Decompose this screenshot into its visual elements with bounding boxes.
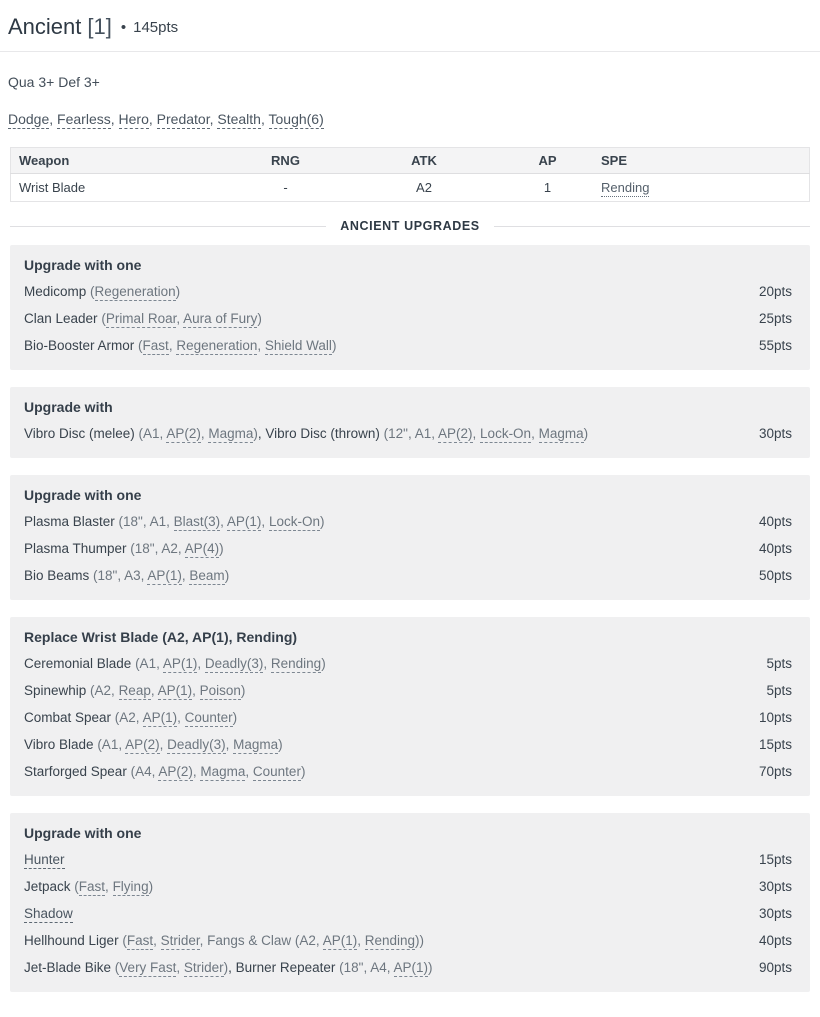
rule-link[interactable]: AP(2)	[125, 737, 160, 752]
upgrade-section-title: Replace Wrist Blade (A2, AP(1), Rending)	[24, 629, 298, 645]
text-segment: (	[122, 933, 127, 948]
upgrade-option-label	[24, 283, 745, 301]
rule-link[interactable]: Shield Wall	[264, 338, 332, 353]
text-segment: ,	[153, 933, 161, 948]
weapon-spe-cell	[593, 174, 810, 202]
upgrade-option-label	[24, 655, 752, 673]
unit-points: 145pts	[133, 19, 179, 36]
upgrade-option[interactable]	[24, 705, 792, 732]
upgrade-option-label	[24, 567, 745, 585]
upgrade-option-label	[24, 851, 745, 869]
rule-link[interactable]: Hunter	[24, 852, 65, 867]
rule-link[interactable]: Very Fast	[119, 960, 177, 975]
text-segment: Plasma Blaster	[24, 514, 119, 529]
text-segment: ,	[200, 426, 209, 441]
rule-link[interactable]: AP(2)	[166, 426, 201, 441]
text-segment: (	[101, 311, 106, 326]
rule-link[interactable]: Counter	[252, 764, 301, 779]
upgrade-section	[10, 475, 810, 600]
upgrade-option[interactable]	[24, 421, 792, 448]
weapon-cell: 1	[502, 174, 593, 202]
upgrade-option[interactable]	[24, 651, 792, 678]
text-segment: Vibro Blade	[24, 737, 98, 752]
upgrade-option[interactable]	[24, 333, 792, 360]
text-segment: ,	[225, 737, 234, 752]
weapon-row	[11, 174, 810, 202]
upgrade-sections	[0, 245, 820, 992]
text-segment: Spinewhip	[24, 683, 91, 698]
rule-link[interactable]: Magma	[233, 737, 279, 752]
rule-link[interactable]: AP(1)	[322, 933, 358, 948]
weapon-column-header: SPE	[593, 148, 810, 174]
bullet-separator: •	[120, 19, 127, 36]
text-segment: , Fangs & Claw (A2,	[199, 933, 323, 948]
option-points: 25pts	[758, 311, 792, 326]
weapon-rule-link[interactable]: Rending	[601, 180, 650, 195]
weapon-table-header-row	[11, 148, 810, 174]
rule-link[interactable]: AP(1)	[147, 568, 182, 583]
upgrades-divider	[10, 219, 810, 233]
text-segment: )	[148, 879, 154, 894]
rule-link[interactable]: Strider	[183, 960, 224, 975]
rule-link[interactable]: Lock-On	[268, 514, 320, 529]
upgrade-option[interactable]	[24, 536, 792, 563]
upgrade-option[interactable]	[24, 732, 792, 759]
option-points: 5pts	[766, 683, 792, 698]
option-points: 40pts	[758, 933, 792, 948]
special-rule-link[interactable]: Stealth	[217, 111, 261, 127]
text-segment: )	[219, 541, 224, 556]
option-points: 70pts	[758, 764, 792, 779]
rule-link[interactable]: Fast	[126, 933, 154, 948]
text-segment: (18", A3,	[93, 568, 148, 583]
special-rule-link[interactable]: Fearless	[57, 111, 111, 127]
upgrade-option[interactable]	[24, 955, 792, 982]
upgrade-section	[10, 387, 810, 458]
text-segment: (A1,	[135, 656, 163, 671]
option-points: 15pts	[758, 852, 792, 867]
weapon-cell: -	[225, 174, 346, 202]
text-segment: )	[300, 764, 306, 779]
special-rules: Dodge, Fearless, Hero, Predator, Stealth, Tough(6)	[8, 111, 324, 127]
text-segment: ))	[415, 933, 425, 948]
upgrade-option[interactable]	[24, 509, 792, 536]
rule-link[interactable]: AP(1)	[162, 656, 198, 671]
text-segment: )	[331, 338, 337, 353]
text-segment: )	[583, 426, 589, 441]
text-segment: (18", A1,	[118, 514, 174, 529]
weapon-cell: A2	[346, 174, 502, 202]
option-points: 50pts	[758, 568, 792, 583]
text-segment: (A4,	[130, 764, 159, 779]
text-segment: (A2,	[90, 683, 119, 698]
text-segment: )	[175, 284, 181, 299]
rule-link[interactable]: Regeneration	[94, 284, 176, 299]
upgrade-option-label	[24, 513, 745, 531]
special-rule-link[interactable]: Tough(6)	[268, 111, 324, 127]
rule-link[interactable]: Beam	[189, 568, 225, 583]
rule-link[interactable]: Deadly(3)	[204, 656, 264, 671]
text-segment: )	[428, 960, 433, 975]
text-segment: ,	[177, 710, 185, 725]
upgrade-option-label	[24, 763, 745, 781]
upgrade-option[interactable]	[24, 901, 792, 928]
upgrade-option[interactable]	[24, 928, 792, 955]
text-segment: ,	[472, 426, 481, 441]
text-segment: )	[319, 514, 325, 529]
text-segment: , Burner Repeater	[228, 960, 340, 975]
option-points: 20pts	[758, 284, 792, 299]
text-segment: (12", A1,	[383, 426, 439, 441]
text-segment: Vibro Disc (thrown)	[265, 426, 384, 441]
upgrades-header: ANCIENT UPGRADES	[340, 219, 480, 233]
text-segment: )	[321, 656, 326, 671]
rule-link[interactable]: Blast(3)	[173, 514, 221, 529]
rule-link[interactable]: Fast	[78, 879, 106, 894]
upgrade-option-label	[24, 959, 745, 977]
text-segment: ,	[176, 960, 184, 975]
rule-link[interactable]: Magma	[538, 426, 584, 441]
rule-link[interactable]: Magma	[200, 764, 246, 779]
text-segment: Starforged Spear	[24, 764, 131, 779]
divider-line-left	[10, 226, 326, 227]
rule-link[interactable]: AP(2)	[438, 426, 473, 441]
upgrade-option-label	[24, 682, 752, 700]
text-segment: ,	[192, 764, 201, 779]
text-segment: Clan Leader	[24, 311, 102, 326]
upgrade-option-label	[24, 736, 745, 754]
text-segment: (	[114, 960, 120, 975]
weapon-column-header: RNG	[225, 148, 346, 174]
text-segment: ,	[531, 426, 539, 441]
text-segment: ,	[357, 933, 365, 948]
rule-link[interactable]: AP(1)	[226, 514, 262, 529]
text-segment: Bio-Booster Armor	[24, 338, 139, 353]
upgrade-option[interactable]	[24, 563, 792, 590]
upgrade-option[interactable]	[24, 678, 792, 705]
text-segment: (A1,	[138, 426, 167, 441]
divider-line-right	[494, 226, 810, 227]
unit-stats: Qua 3+ Def 3+	[8, 74, 100, 90]
upgrade-section-title: Upgrade with one	[24, 257, 142, 273]
upgrade-section	[10, 813, 810, 992]
rule-link[interactable]: Rending	[270, 656, 322, 671]
upgrade-option-label	[24, 878, 745, 896]
option-points: 15pts	[758, 737, 792, 752]
text-segment: Medicomp	[24, 284, 91, 299]
upgrade-section	[10, 617, 810, 796]
text-segment: )	[278, 737, 283, 752]
upgrade-option-label	[24, 425, 745, 443]
text-segment: Jetpack	[24, 879, 75, 894]
rule-link[interactable]: Flying	[112, 879, 149, 894]
text-segment: )	[224, 568, 230, 583]
rule-link[interactable]: Counter	[184, 710, 233, 725]
text-segment: )	[232, 710, 238, 725]
rule-link[interactable]: Poison	[199, 683, 241, 698]
weapon-cell: Wrist Blade	[11, 174, 226, 202]
rule-link[interactable]: Lock-On	[480, 426, 532, 441]
text-segment: Ceremonial Blade	[24, 656, 136, 671]
upgrade-option-label	[24, 905, 745, 923]
upgrade-section	[10, 245, 810, 370]
text-segment: ,	[181, 568, 190, 583]
rule-link[interactable]: Primal Roar	[105, 311, 177, 326]
text-segment: ,	[263, 656, 271, 671]
rule-link[interactable]: AP(2)	[158, 764, 193, 779]
upgrade-option-label	[24, 540, 745, 558]
text-segment: (A1,	[97, 737, 126, 752]
upgrade-option[interactable]	[24, 759, 792, 786]
text-segment: ,	[168, 338, 177, 353]
option-points: 90pts	[758, 960, 792, 975]
text-segment: ,	[105, 879, 113, 894]
text-segment: )	[240, 683, 246, 698]
weapon-table-body	[11, 174, 810, 202]
rule-link[interactable]: Shadow	[24, 906, 73, 921]
rule-link[interactable]: Rending	[364, 933, 416, 948]
weapon-table	[10, 147, 810, 202]
text-segment: ,	[159, 737, 168, 752]
text-segment: Jet-Blade Bike	[24, 960, 115, 975]
text-segment: ,	[261, 514, 269, 529]
upgrade-section-title: Upgrade with one	[24, 487, 142, 503]
upgrade-option[interactable]	[24, 847, 792, 874]
text-segment: ,	[245, 764, 253, 779]
rule-link[interactable]: AP(4)	[184, 541, 220, 556]
text-segment: (	[90, 284, 95, 299]
text-segment: ,	[176, 311, 184, 326]
text-segment: (18", A2,	[130, 541, 185, 556]
rule-link[interactable]: Regeneration	[176, 338, 258, 353]
option-points: 10pts	[758, 710, 792, 725]
special-rule-link[interactable]: Predator	[156, 111, 210, 127]
option-points: 30pts	[758, 879, 792, 894]
text-segment: (A2,	[114, 710, 143, 725]
upgrade-option-label	[24, 932, 745, 950]
text-segment: Hellhound Liger	[24, 933, 123, 948]
option-points: 40pts	[758, 514, 792, 529]
upgrade-option-label	[24, 310, 745, 328]
weapon-column-header: AP	[502, 148, 593, 174]
rule-link[interactable]: AP(1)	[142, 710, 178, 725]
text-segment: )	[257, 311, 262, 326]
upgrade-option[interactable]	[24, 306, 792, 333]
rule-link[interactable]: AP(1)	[393, 960, 429, 975]
text-segment: Combat Spear	[24, 710, 115, 725]
text-segment: ,	[197, 656, 205, 671]
text-segment: Bio Beams	[24, 568, 94, 583]
upgrade-section-title: Upgrade with	[24, 399, 113, 415]
rule-link[interactable]: Aura of Fury	[183, 311, 258, 326]
unit-count: [1]	[87, 14, 112, 39]
upgrade-section-title: Upgrade with one	[24, 825, 142, 841]
text-segment: Plasma Thumper	[24, 541, 131, 556]
text-segment: (	[138, 338, 143, 353]
option-points: 55pts	[758, 338, 792, 353]
text-segment: Vibro Disc (melee)	[24, 426, 139, 441]
rule-link[interactable]: Deadly(3)	[167, 737, 226, 752]
rule-link[interactable]: AP(1)	[157, 683, 193, 698]
text-segment: ,	[257, 426, 266, 441]
upgrade-option-label	[24, 709, 745, 727]
option-points: 40pts	[758, 541, 792, 556]
text-segment: )	[223, 960, 229, 975]
text-segment: )	[253, 426, 258, 441]
rule-link[interactable]: Strider	[160, 933, 200, 948]
option-points: 5pts	[766, 656, 792, 671]
unit-title-row	[0, 0, 820, 51]
rule-link[interactable]: Magma	[208, 426, 254, 441]
rule-link[interactable]: Reap	[118, 683, 151, 698]
text-segment: ,	[150, 683, 158, 698]
text-segment: ,	[192, 683, 200, 698]
weapon-column-header: Weapon	[11, 148, 226, 174]
text-segment: ,	[257, 338, 265, 353]
text-segment: (18", A4,	[339, 960, 394, 975]
unit-name: Ancient	[8, 14, 82, 39]
rule-link[interactable]: Fast	[142, 338, 169, 353]
text-segment: (	[74, 879, 79, 894]
special-rule-link[interactable]: Hero	[118, 111, 149, 127]
weapon-column-header: ATK	[346, 148, 502, 174]
special-rule-link[interactable]: Dodge	[8, 111, 50, 127]
upgrade-option[interactable]	[24, 874, 792, 901]
option-points: 30pts	[758, 906, 792, 921]
text-segment: ,	[220, 514, 227, 529]
upgrade-option[interactable]	[24, 279, 792, 306]
upgrade-option-label	[24, 337, 745, 355]
option-points: 30pts	[758, 426, 792, 441]
